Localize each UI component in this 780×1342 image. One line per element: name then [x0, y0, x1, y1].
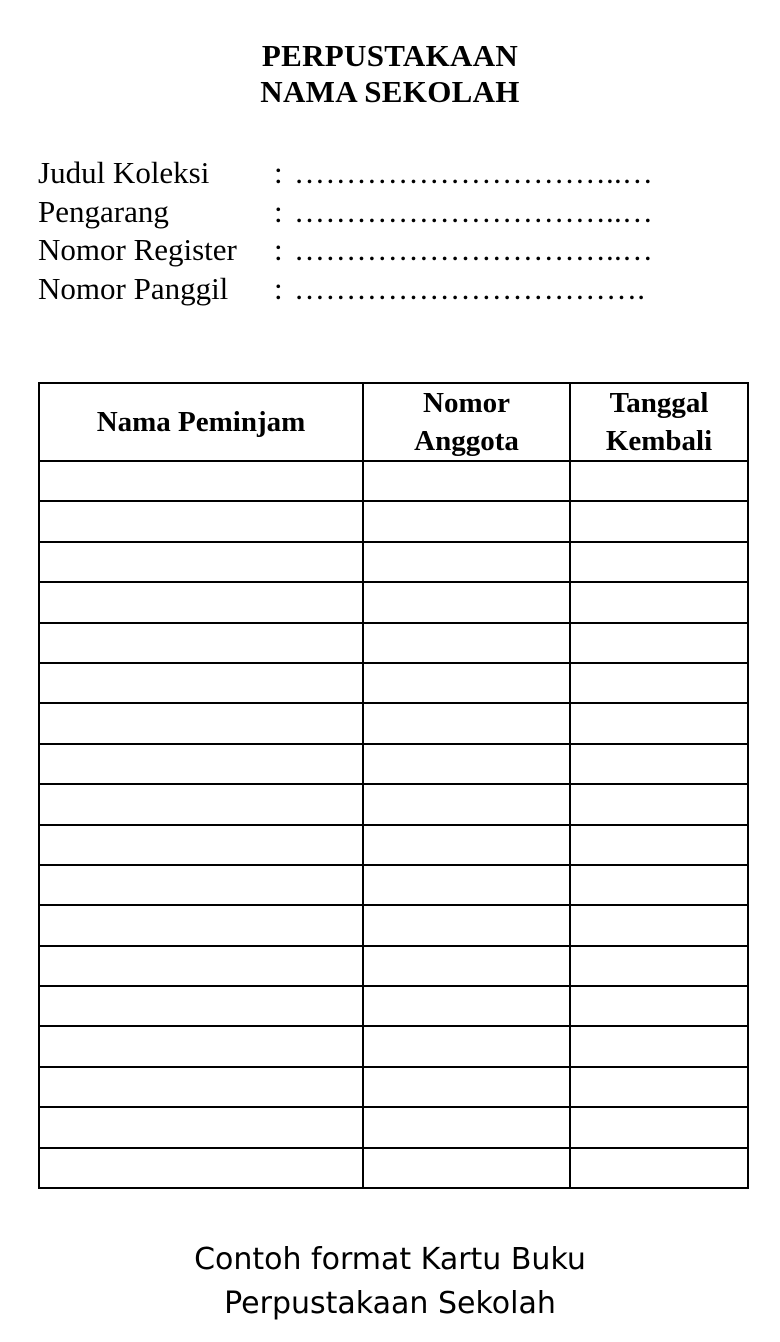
field-value: …………………………..…: [294, 232, 654, 267]
cell-tanggal-kembali: [570, 986, 748, 1026]
cell-tanggal-kembali: [570, 744, 748, 784]
cell-tanggal-kembali: [570, 825, 748, 865]
cell-nama-peminjam: [39, 1107, 363, 1147]
header-nomor-anggota: [363, 383, 570, 461]
header-tanggal-kembali: [570, 383, 748, 461]
cell-nomor-anggota: [363, 1026, 570, 1066]
table-row: [39, 744, 748, 784]
header-label-line2: Kembali: [605, 425, 713, 457]
header-label: Nama Peminjam: [96, 406, 306, 438]
header-label-line2: Anggota: [414, 425, 519, 457]
cell-nomor-anggota: [363, 825, 570, 865]
cell-tanggal-kembali: [570, 663, 748, 703]
table-row: [39, 542, 748, 582]
cell-nama-peminjam: [39, 501, 363, 541]
cell-tanggal-kembali: [570, 1107, 748, 1147]
field-label: Nomor Panggil: [38, 270, 229, 306]
cell-nomor-anggota: [363, 582, 570, 622]
table-row: [39, 1026, 748, 1066]
card-header: [0, 38, 780, 110]
cell-nama-peminjam: [39, 703, 363, 743]
cell-nomor-anggota: [363, 1148, 570, 1188]
cell-nomor-anggota: [363, 501, 570, 541]
cell-nama-peminjam: [39, 542, 363, 582]
field-colon: :: [274, 232, 283, 267]
table-header-row: [39, 383, 748, 461]
image-caption: [0, 1238, 780, 1326]
field-value: …………………………..…: [294, 155, 654, 190]
cell-tanggal-kembali: [570, 1067, 748, 1107]
cell-nomor-anggota: [363, 865, 570, 905]
cell-tanggal-kembali: [570, 784, 748, 824]
cell-tanggal-kembali: [570, 1026, 748, 1066]
field-label: Judul Koleksi: [38, 155, 210, 190]
table-row: [39, 865, 748, 905]
header-label-line1: Tanggal: [609, 387, 709, 419]
table-row: [39, 946, 748, 986]
cell-tanggal-kembali: [570, 905, 748, 945]
cell-tanggal-kembali: [570, 501, 748, 541]
cell-nomor-anggota: [363, 744, 570, 784]
cell-nama-peminjam: [39, 663, 363, 703]
cell-tanggal-kembali: [570, 946, 748, 986]
cell-nama-peminjam: [39, 461, 363, 501]
cell-nama-peminjam: [39, 1148, 363, 1188]
cell-nama-peminjam: [39, 825, 363, 865]
field-label: Pengarang: [38, 193, 169, 229]
cell-nama-peminjam: [39, 784, 363, 824]
cell-nomor-anggota: [363, 663, 570, 703]
table-row: [39, 905, 748, 945]
header-nama-peminjam: [39, 383, 363, 461]
table-row: [39, 825, 748, 865]
cell-nomor-anggota: [363, 461, 570, 501]
caption-line2: Perpustakaan Sekolah: [224, 1286, 556, 1321]
table-row: [39, 1107, 748, 1147]
cell-tanggal-kembali: [570, 542, 748, 582]
cell-nomor-anggota: [363, 623, 570, 663]
field-judul-koleksi: [38, 154, 653, 193]
cell-nomor-anggota: [363, 1067, 570, 1107]
cell-nomor-anggota: [363, 703, 570, 743]
school-name: NAMA SEKOLAH: [260, 74, 520, 109]
cell-nama-peminjam: [39, 946, 363, 986]
cell-nama-peminjam: [39, 1026, 363, 1066]
cell-nama-peminjam: [39, 744, 363, 784]
table-row: [39, 501, 748, 541]
borrowing-log-table: [38, 382, 749, 1189]
cell-tanggal-kembali: [570, 703, 748, 743]
field-label: Nomor Register: [38, 232, 237, 267]
cell-tanggal-kembali: [570, 865, 748, 905]
field-nomor-register: [38, 231, 653, 270]
table-row: [39, 663, 748, 703]
cell-nomor-anggota: [363, 905, 570, 945]
cell-nama-peminjam: [39, 986, 363, 1026]
caption-line1: Contoh format Kartu Buku: [194, 1242, 586, 1277]
header-label-line1: Nomor: [423, 387, 510, 419]
cell-nama-peminjam: [39, 582, 363, 622]
table-row: [39, 1148, 748, 1188]
field-value: …………………………….: [294, 270, 646, 306]
table-row: [39, 1067, 748, 1107]
field-colon: :: [274, 155, 283, 190]
cell-nomor-anggota: [363, 946, 570, 986]
table-row: [39, 703, 748, 743]
cell-nama-peminjam: [39, 905, 363, 945]
cell-nomor-anggota: [363, 986, 570, 1026]
cell-nama-peminjam: [39, 865, 363, 905]
field-colon: :: [274, 270, 283, 306]
cell-tanggal-kembali: [570, 582, 748, 622]
library-title: PERPUSTAKAAN: [261, 38, 519, 73]
field-value: …………………………..…: [294, 193, 654, 229]
cell-tanggal-kembali: [570, 1148, 748, 1188]
table-row: [39, 582, 748, 622]
table-row: [39, 623, 748, 663]
field-pengarang: [38, 193, 653, 232]
cell-nama-peminjam: [39, 623, 363, 663]
table-body: [39, 461, 748, 1188]
field-colon: :: [274, 193, 283, 229]
field-nomor-panggil: [38, 270, 653, 309]
cell-nomor-anggota: [363, 1107, 570, 1147]
cell-tanggal-kembali: [570, 461, 748, 501]
book-info-fields: [38, 154, 653, 308]
table-row: [39, 986, 748, 1026]
cell-nomor-anggota: [363, 784, 570, 824]
table-row: [39, 784, 748, 824]
cell-tanggal-kembali: [570, 623, 748, 663]
cell-nama-peminjam: [39, 1067, 363, 1107]
table-row: [39, 461, 748, 501]
cell-nomor-anggota: [363, 542, 570, 582]
